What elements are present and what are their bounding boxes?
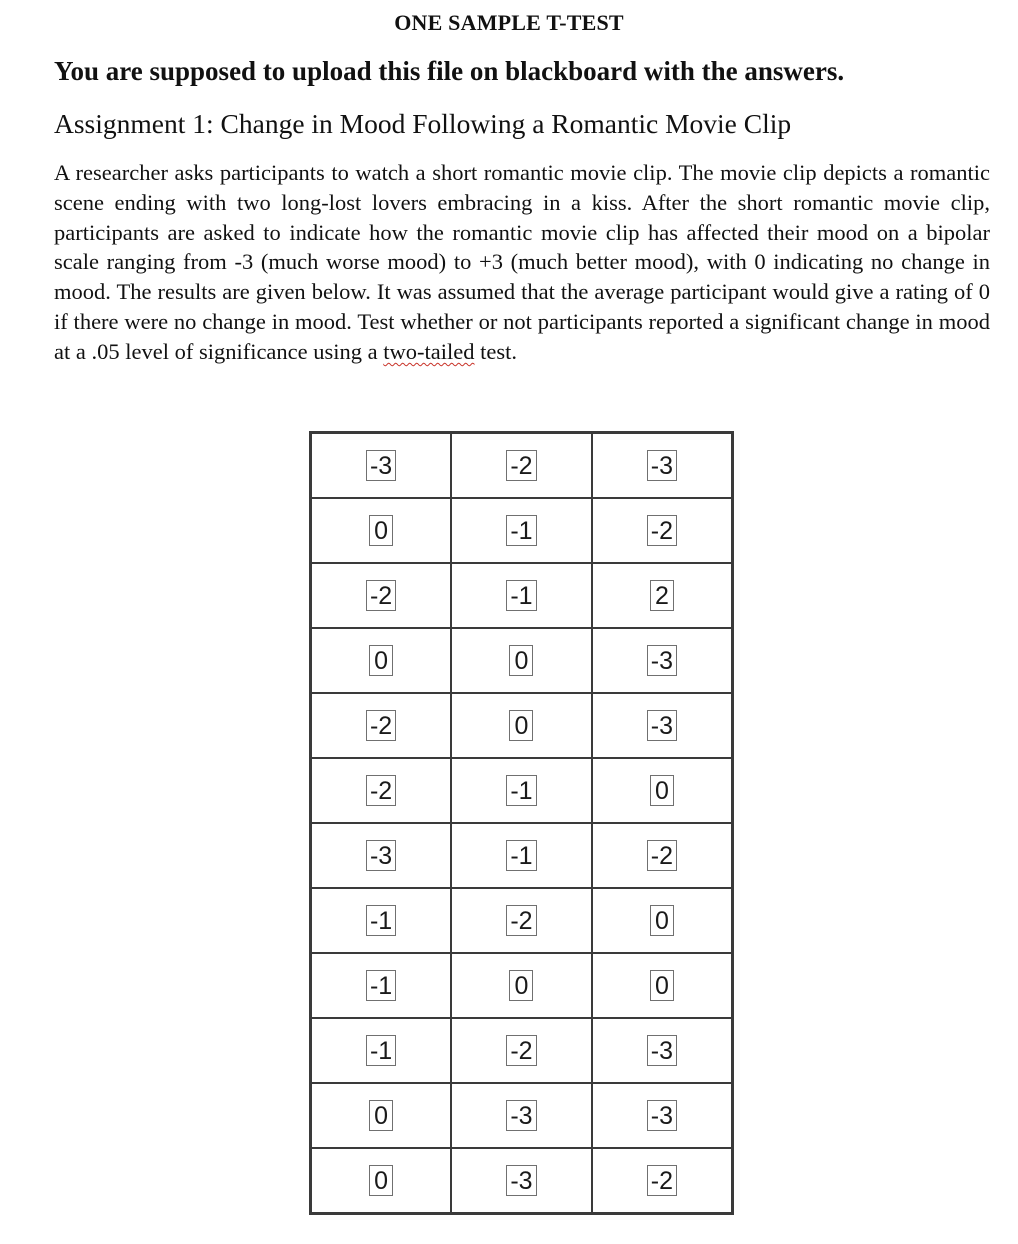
rating-value: -2 [647, 840, 677, 871]
table-cell [451, 628, 592, 693]
rating-value: -3 [647, 645, 677, 676]
rating-value: -3 [506, 1165, 536, 1196]
rating-value: -1 [506, 775, 536, 806]
rating-value: -2 [366, 710, 396, 741]
document-title: ONE SAMPLE T-TEST [394, 10, 624, 35]
rating-value: -2 [366, 775, 396, 806]
rating-value: -3 [647, 710, 677, 741]
table-cell [451, 433, 592, 499]
table-cell [592, 888, 733, 953]
rating-value: 0 [369, 515, 393, 546]
table-row [311, 888, 733, 953]
rating-value: 0 [650, 970, 674, 1001]
rating-value: -2 [366, 580, 396, 611]
table-row [311, 1018, 733, 1083]
rating-value: -1 [506, 580, 536, 611]
table-row [311, 758, 733, 823]
rating-value: -3 [506, 1100, 536, 1131]
rating-value: 0 [650, 905, 674, 936]
rating-value: -3 [647, 1035, 677, 1066]
problem-text-main: A researcher asks participants to watch a short romantic movie clip. The movie clip depicts a romantic scene ending with two long-lost lovers embracing in a kiss. After the short romantic movie clip, participants are asked to indicate how the romantic movie clip has affected their mood on a bipolar scale ranging from -3 (much worse mood) to +3 (much better mood), with 0 indicating no change in mood. The results are given below. It was assumed that the average participant would give a rating of 0 if there were no change in mood. Test whether or not participants reported a significant change in mood at a .05 level of significance using a [54, 160, 990, 364]
table-cell [592, 693, 733, 758]
table-cell [311, 628, 452, 693]
table-cell [592, 758, 733, 823]
table-cell [451, 953, 592, 1018]
rating-value: 0 [509, 970, 533, 1001]
table-row [311, 693, 733, 758]
table-cell [592, 1083, 733, 1148]
table-cell [311, 758, 452, 823]
rating-value: -1 [366, 905, 396, 936]
table-cell [451, 1148, 592, 1214]
rating-value: 2 [650, 580, 674, 611]
table-cell [311, 498, 452, 563]
table-cell [592, 563, 733, 628]
table-row [311, 628, 733, 693]
table-cell [451, 498, 592, 563]
table-row [311, 953, 733, 1018]
table-row [311, 1083, 733, 1148]
rating-value: -1 [506, 515, 536, 546]
table-cell [592, 1148, 733, 1214]
table-row [311, 823, 733, 888]
table-cell [451, 693, 592, 758]
table-cell [311, 433, 452, 499]
upload-instruction: You are supposed to upload this file on blackboard with the answers. [54, 56, 845, 86]
table-row [311, 433, 733, 499]
table-cell [451, 758, 592, 823]
rating-value: -2 [647, 1165, 677, 1196]
table-cell [311, 563, 452, 628]
rating-value: 0 [509, 710, 533, 741]
problem-statement [54, 158, 990, 367]
rating-value: -1 [366, 970, 396, 1001]
table-cell [592, 823, 733, 888]
table-cell [592, 498, 733, 563]
rating-value: -3 [366, 450, 396, 481]
table-cell [311, 953, 452, 1018]
table-row [311, 498, 733, 563]
problem-text-end: test. [480, 338, 517, 364]
rating-value: -3 [647, 450, 677, 481]
table-cell [311, 888, 452, 953]
table-cell [451, 1018, 592, 1083]
table-cell [311, 1083, 452, 1148]
assignment-heading: Assignment 1: Change in Mood Following a Romantic Movie Clip [54, 108, 792, 139]
table-cell [311, 693, 452, 758]
rating-value: 0 [369, 645, 393, 676]
table-cell [592, 433, 733, 499]
table-cell [451, 1083, 592, 1148]
spellcheck-flagged-word: two-tailed [383, 338, 475, 364]
table-cell [592, 628, 733, 693]
rating-value: 0 [650, 775, 674, 806]
rating-value: -2 [506, 450, 536, 481]
table-cell [451, 888, 592, 953]
rating-value: -3 [647, 1100, 677, 1131]
table-cell [451, 823, 592, 888]
rating-value: 0 [369, 1100, 393, 1131]
rating-value: 0 [509, 645, 533, 676]
table-cell [451, 563, 592, 628]
table-cell [592, 953, 733, 1018]
rating-value: -2 [506, 1035, 536, 1066]
table-row [311, 563, 733, 628]
rating-value: -2 [506, 905, 536, 936]
table-cell [592, 1018, 733, 1083]
table-cell [311, 823, 452, 888]
rating-value: -1 [506, 840, 536, 871]
rating-value: -1 [366, 1035, 396, 1066]
rating-value: -3 [366, 840, 396, 871]
table-cell [311, 1148, 452, 1214]
rating-value: 0 [369, 1165, 393, 1196]
rating-value: -2 [647, 515, 677, 546]
mood-ratings-table-body [311, 433, 733, 1214]
table-row [311, 1148, 733, 1214]
table-cell [311, 1018, 452, 1083]
mood-ratings-table [309, 431, 734, 1215]
